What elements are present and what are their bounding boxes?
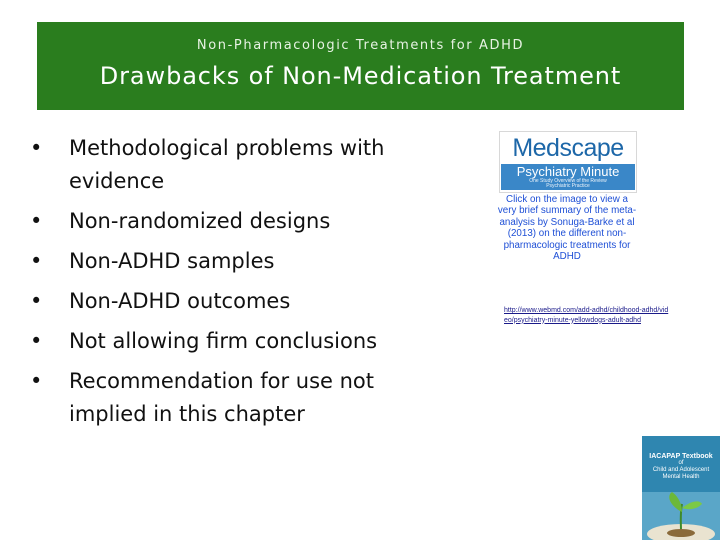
slide-title: Drawbacks of Non-Medication Treatment [99,62,622,90]
bullet-list [30,132,430,438]
cover-line-2: of [678,460,684,466]
cover-line-1: IACAPAP Textbook [649,453,713,460]
video-caption: Click on the image to view a very brief summary of the meta-analysis by Sonuga-Barke et al (2013) on the different non-pharmacologic treatments for ADHD [497,194,637,263]
title-banner [37,22,684,110]
medscape-logo: Medscape [512,134,624,162]
medscape-video-thumbnail[interactable] [499,131,637,193]
bullet-item: • Non-randomized designs [30,205,430,238]
bullet-item: • Non-ADHD outcomes [30,285,430,318]
band-subtitle-1: One Study Overview of the Review [529,178,607,184]
cover-title [644,453,718,481]
cover-line-4: Mental Health [662,474,700,480]
cover-line-3: Child and Adolescent [652,467,710,473]
psychiatry-minute-band [501,164,635,190]
textbook-cover [642,436,720,540]
seedling-icon [642,486,720,540]
bullet-item: • Methodological problems with evidence [30,132,430,198]
video-link[interactable]: http://www.webmd.com/add-adhd/childhood-adhd/video/psychiatry-minute-yellowdogs-adult-adhd [504,307,669,324]
slide-subtitle: Non-Pharmacologic Treatments for ADHD [196,38,525,53]
bullet-item: • Not allowing firm conclusions [30,325,430,358]
band-title: Psychiatry Minute [516,164,620,179]
band-subtitle-2: Psychiatric Practice [546,183,590,189]
bullet-item: • Non-ADHD samples [30,245,430,278]
bullet-item: • Recommendation for use not implied in this chapter [30,365,430,431]
